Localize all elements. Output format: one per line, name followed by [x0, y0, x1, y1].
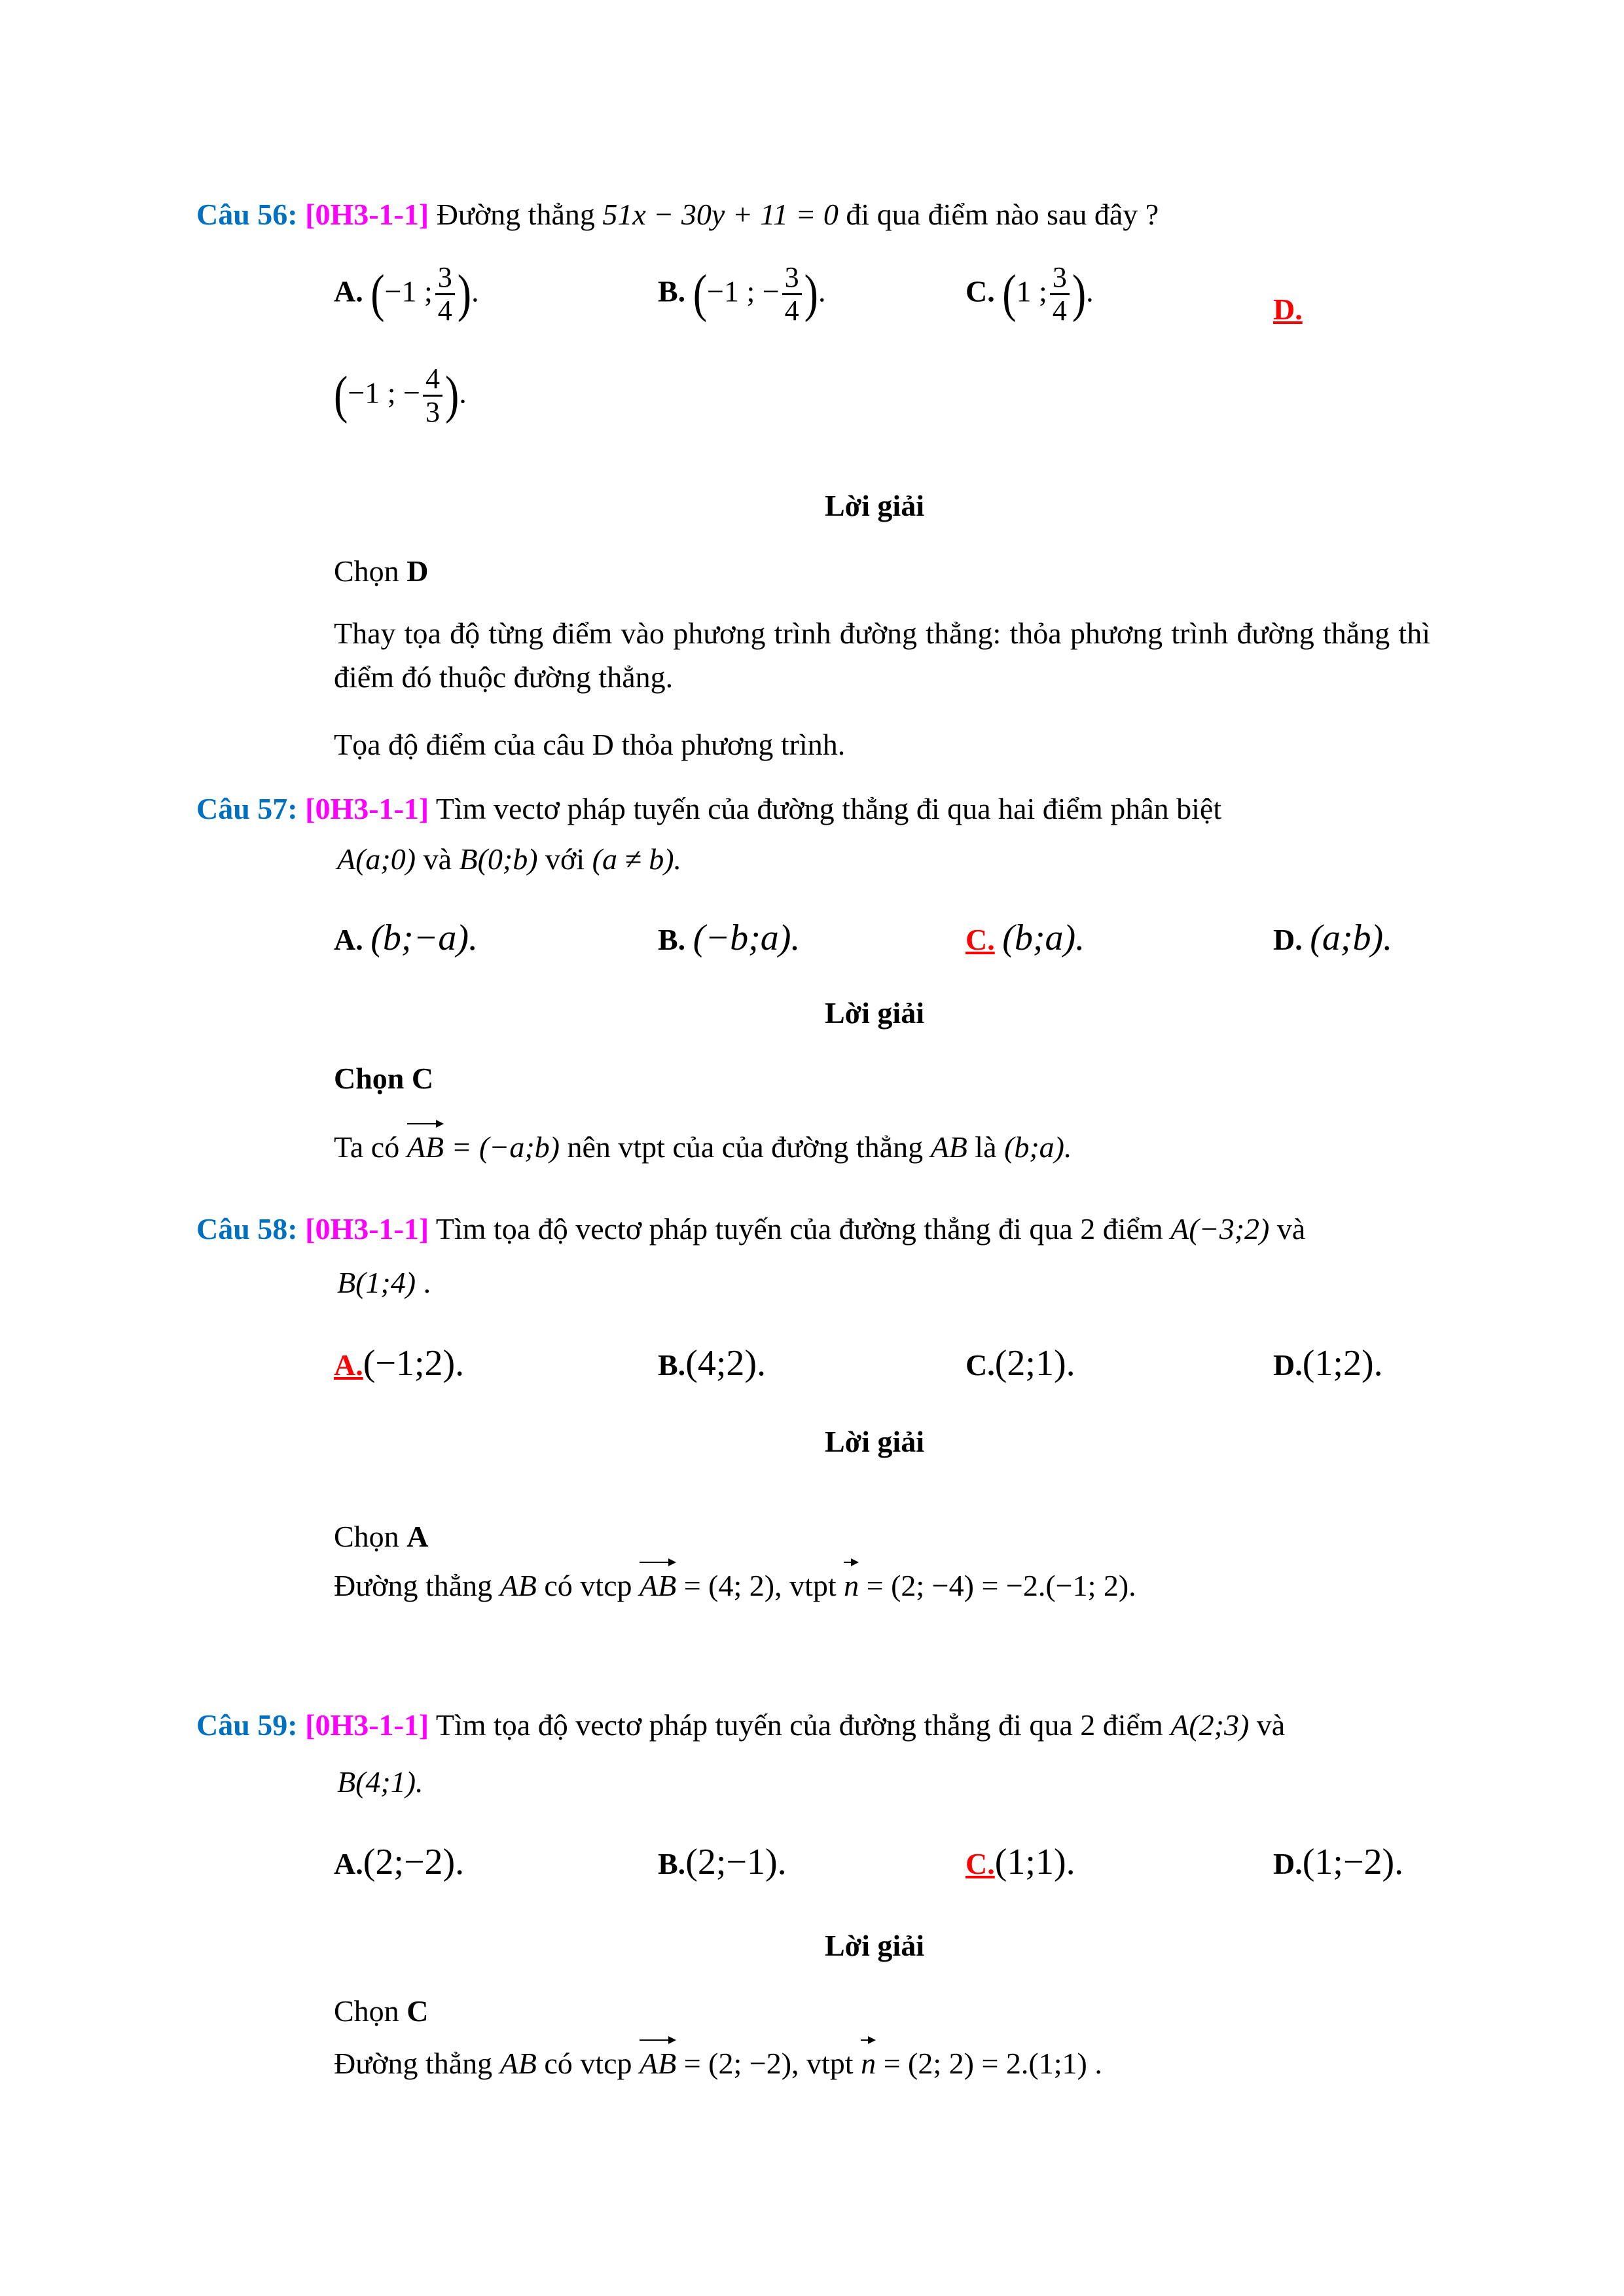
- option-label: B.: [658, 274, 686, 308]
- option-value: (2;1).: [994, 1343, 1075, 1384]
- vector-n: n: [844, 1568, 859, 1604]
- explanation: Tọa độ điểm của câu D thỏa phương trình.: [334, 728, 846, 761]
- question-number: Câu 59:: [196, 1708, 298, 1742]
- option-value: (−b;a).: [693, 918, 801, 958]
- option-a[interactable]: A. (−1 ; $\frac{3}{4}$ ).: [334, 261, 479, 327]
- vector-ab: AB: [640, 2045, 676, 2081]
- question-code: [0H3-1-1]: [305, 1212, 429, 1246]
- option-label: A.: [334, 274, 363, 308]
- point-a: A(−3;2): [1170, 1212, 1270, 1246]
- vector-arrow-icon: [640, 1558, 676, 1566]
- q58-stem: Câu 58: [0H3-1-1] Tìm tọa độ vectơ pháp tuyến của đường thẳng đi qua 2 điểm A(−3;2) và: [196, 1212, 1306, 1246]
- q58-stem-line2: B(1;4) .: [337, 1266, 431, 1299]
- option-label: D.: [1273, 293, 1303, 326]
- fraction: $\frac{4}{3}$: [423, 363, 442, 429]
- option-value: (1;2).: [1302, 1343, 1383, 1384]
- option-c[interactable]: C. (1 ; $\frac{3}{4}$ ).: [965, 261, 1094, 327]
- q57-stem-line2: A(a;0) và B(0;b) với (a ≠ b).: [337, 842, 682, 876]
- stem-text: Tìm tọa độ vectơ pháp tuyến của đường thẳng đi qua 2 điểm: [435, 1212, 1163, 1246]
- option-value: (2;−1).: [685, 1842, 787, 1882]
- option-value: (b;−a).: [370, 918, 478, 958]
- choose-answer: Chọn A: [334, 1520, 429, 1553]
- option-b[interactable]: B. (−b;a).: [658, 918, 801, 958]
- option-d[interactable]: D.(1;2).: [1273, 1343, 1383, 1384]
- choose-answer: Chọn C: [334, 1994, 429, 2028]
- point-b: B(4;1).: [337, 1765, 424, 1799]
- q59-stem: Câu 59: [0H3-1-1] Tìm tọa độ vectơ pháp tuyến của đường thẳng đi qua 2 điểm A(2;3) và: [196, 1708, 1286, 1742]
- question-code: [0H3-1-1]: [305, 198, 429, 231]
- option-value: (4;2).: [685, 1343, 767, 1384]
- q57-stem: [196, 791, 1221, 827]
- question-number: Câu 56:: [196, 198, 298, 231]
- option-d[interactable]: D.(1;−2).: [1273, 1842, 1404, 1882]
- option-value: (1;1).: [994, 1842, 1075, 1882]
- option-value: −1 ; −: [707, 274, 780, 308]
- stem-text: Đường thẳng: [436, 198, 595, 231]
- option-c[interactable]: C. (b;a).: [965, 918, 1085, 958]
- option-value: 1 ;: [1016, 274, 1047, 308]
- vector-ab: AB: [407, 1129, 444, 1165]
- explanation: Đường thẳng AB có vtcp AB = (2; −2), vtpt n = (2; 2) = 2.(1;1) .: [334, 2045, 1102, 2081]
- stem-text: Tìm vectơ pháp tuyến của đường thẳng đi qua hai điểm phân biệt: [435, 792, 1222, 825]
- vector-arrow-icon: [407, 1120, 444, 1128]
- question-number: Câu 58:: [196, 1212, 298, 1246]
- option-a[interactable]: A.(−1;2).: [334, 1343, 465, 1384]
- q56-stem: [196, 196, 1159, 232]
- explanation: Thay tọa độ từng điểm vào phương trình đường thẳng: thỏa phương trình đường thẳng thì điểm đó thuộc đường thẳng.: [334, 617, 1430, 694]
- vector-arrow-icon: [844, 1558, 859, 1566]
- point-a: A(2;3): [1170, 1708, 1250, 1742]
- vector-ab: AB: [640, 1568, 676, 1604]
- option-b[interactable]: B.(4;2).: [658, 1343, 767, 1384]
- question-code: [0H3-1-1]: [305, 792, 429, 825]
- option-value: (2;−2).: [363, 1842, 465, 1882]
- option-c[interactable]: C.(1;1).: [965, 1842, 1075, 1882]
- option-d[interactable]: D. (a;b).: [1273, 918, 1393, 958]
- option-value: (b;a).: [1002, 918, 1085, 958]
- explanation: Đường thẳng AB có vtcp AB = (4; 2), vtpt n = (2; −4) = −2.(−1; 2).: [334, 1568, 1136, 1604]
- option-a[interactable]: A. (b;−a).: [334, 918, 478, 958]
- solution-title: Lời giải: [825, 996, 924, 1030]
- fraction: $\frac{3}{4}$: [782, 262, 802, 327]
- option-value: (1;−2).: [1302, 1842, 1404, 1882]
- point-b: B(1;4): [337, 1266, 416, 1299]
- stem-text: đi qua điểm nào sau đây ?: [846, 198, 1159, 231]
- explanation: Ta có AB = (−a;b) nên vtpt của của đường thẳng AB là (b;a).: [334, 1129, 1072, 1165]
- option-b[interactable]: B. (−1 ; − $\frac{3}{4}$ ).: [658, 261, 826, 327]
- vector-arrow-icon: [640, 2036, 676, 2044]
- option-value: (−1;2).: [363, 1343, 465, 1384]
- vector-n: n: [861, 2045, 876, 2081]
- choose-answer: Chọn D: [334, 554, 429, 588]
- solution-title: Lời giải: [825, 489, 924, 522]
- option-a[interactable]: A.(2;−2).: [334, 1842, 465, 1882]
- option-value: (a;b).: [1310, 918, 1393, 958]
- option-d[interactable]: (−1 ; − $\frac{4}{3}$ ).: [334, 363, 467, 429]
- solution-title: Lời giải: [825, 1425, 924, 1458]
- fraction: $\frac{3}{4}$: [1050, 262, 1070, 327]
- q59-stem-line2: [337, 1764, 424, 1800]
- option-label: C.: [965, 274, 995, 308]
- stem-text: Tìm tọa độ vectơ pháp tuyến của đường thẳng đi qua 2 điểm: [435, 1708, 1163, 1742]
- solution-title: Lời giải: [825, 1929, 924, 1962]
- point-b: B(0;b): [459, 842, 538, 876]
- equation: 51x − 30y + 11 = 0: [602, 198, 839, 231]
- question-code: [0H3-1-1]: [305, 1708, 429, 1742]
- fraction: $\frac{3}{4}$: [435, 262, 455, 327]
- option-value: −1 ;: [384, 274, 433, 308]
- option-d-label[interactable]: [1273, 291, 1303, 327]
- option-c[interactable]: C.(2;1).: [965, 1343, 1075, 1384]
- question-number: Câu 57:: [196, 792, 298, 825]
- option-b[interactable]: B.(2;−1).: [658, 1842, 787, 1882]
- point-a: A(a;0): [337, 842, 416, 876]
- option-value: −1 ; −: [348, 376, 420, 410]
- condition: (a ≠ b).: [592, 842, 682, 876]
- vector-arrow-icon: [861, 2036, 876, 2044]
- choose-answer: Chọn C: [334, 1062, 434, 1095]
